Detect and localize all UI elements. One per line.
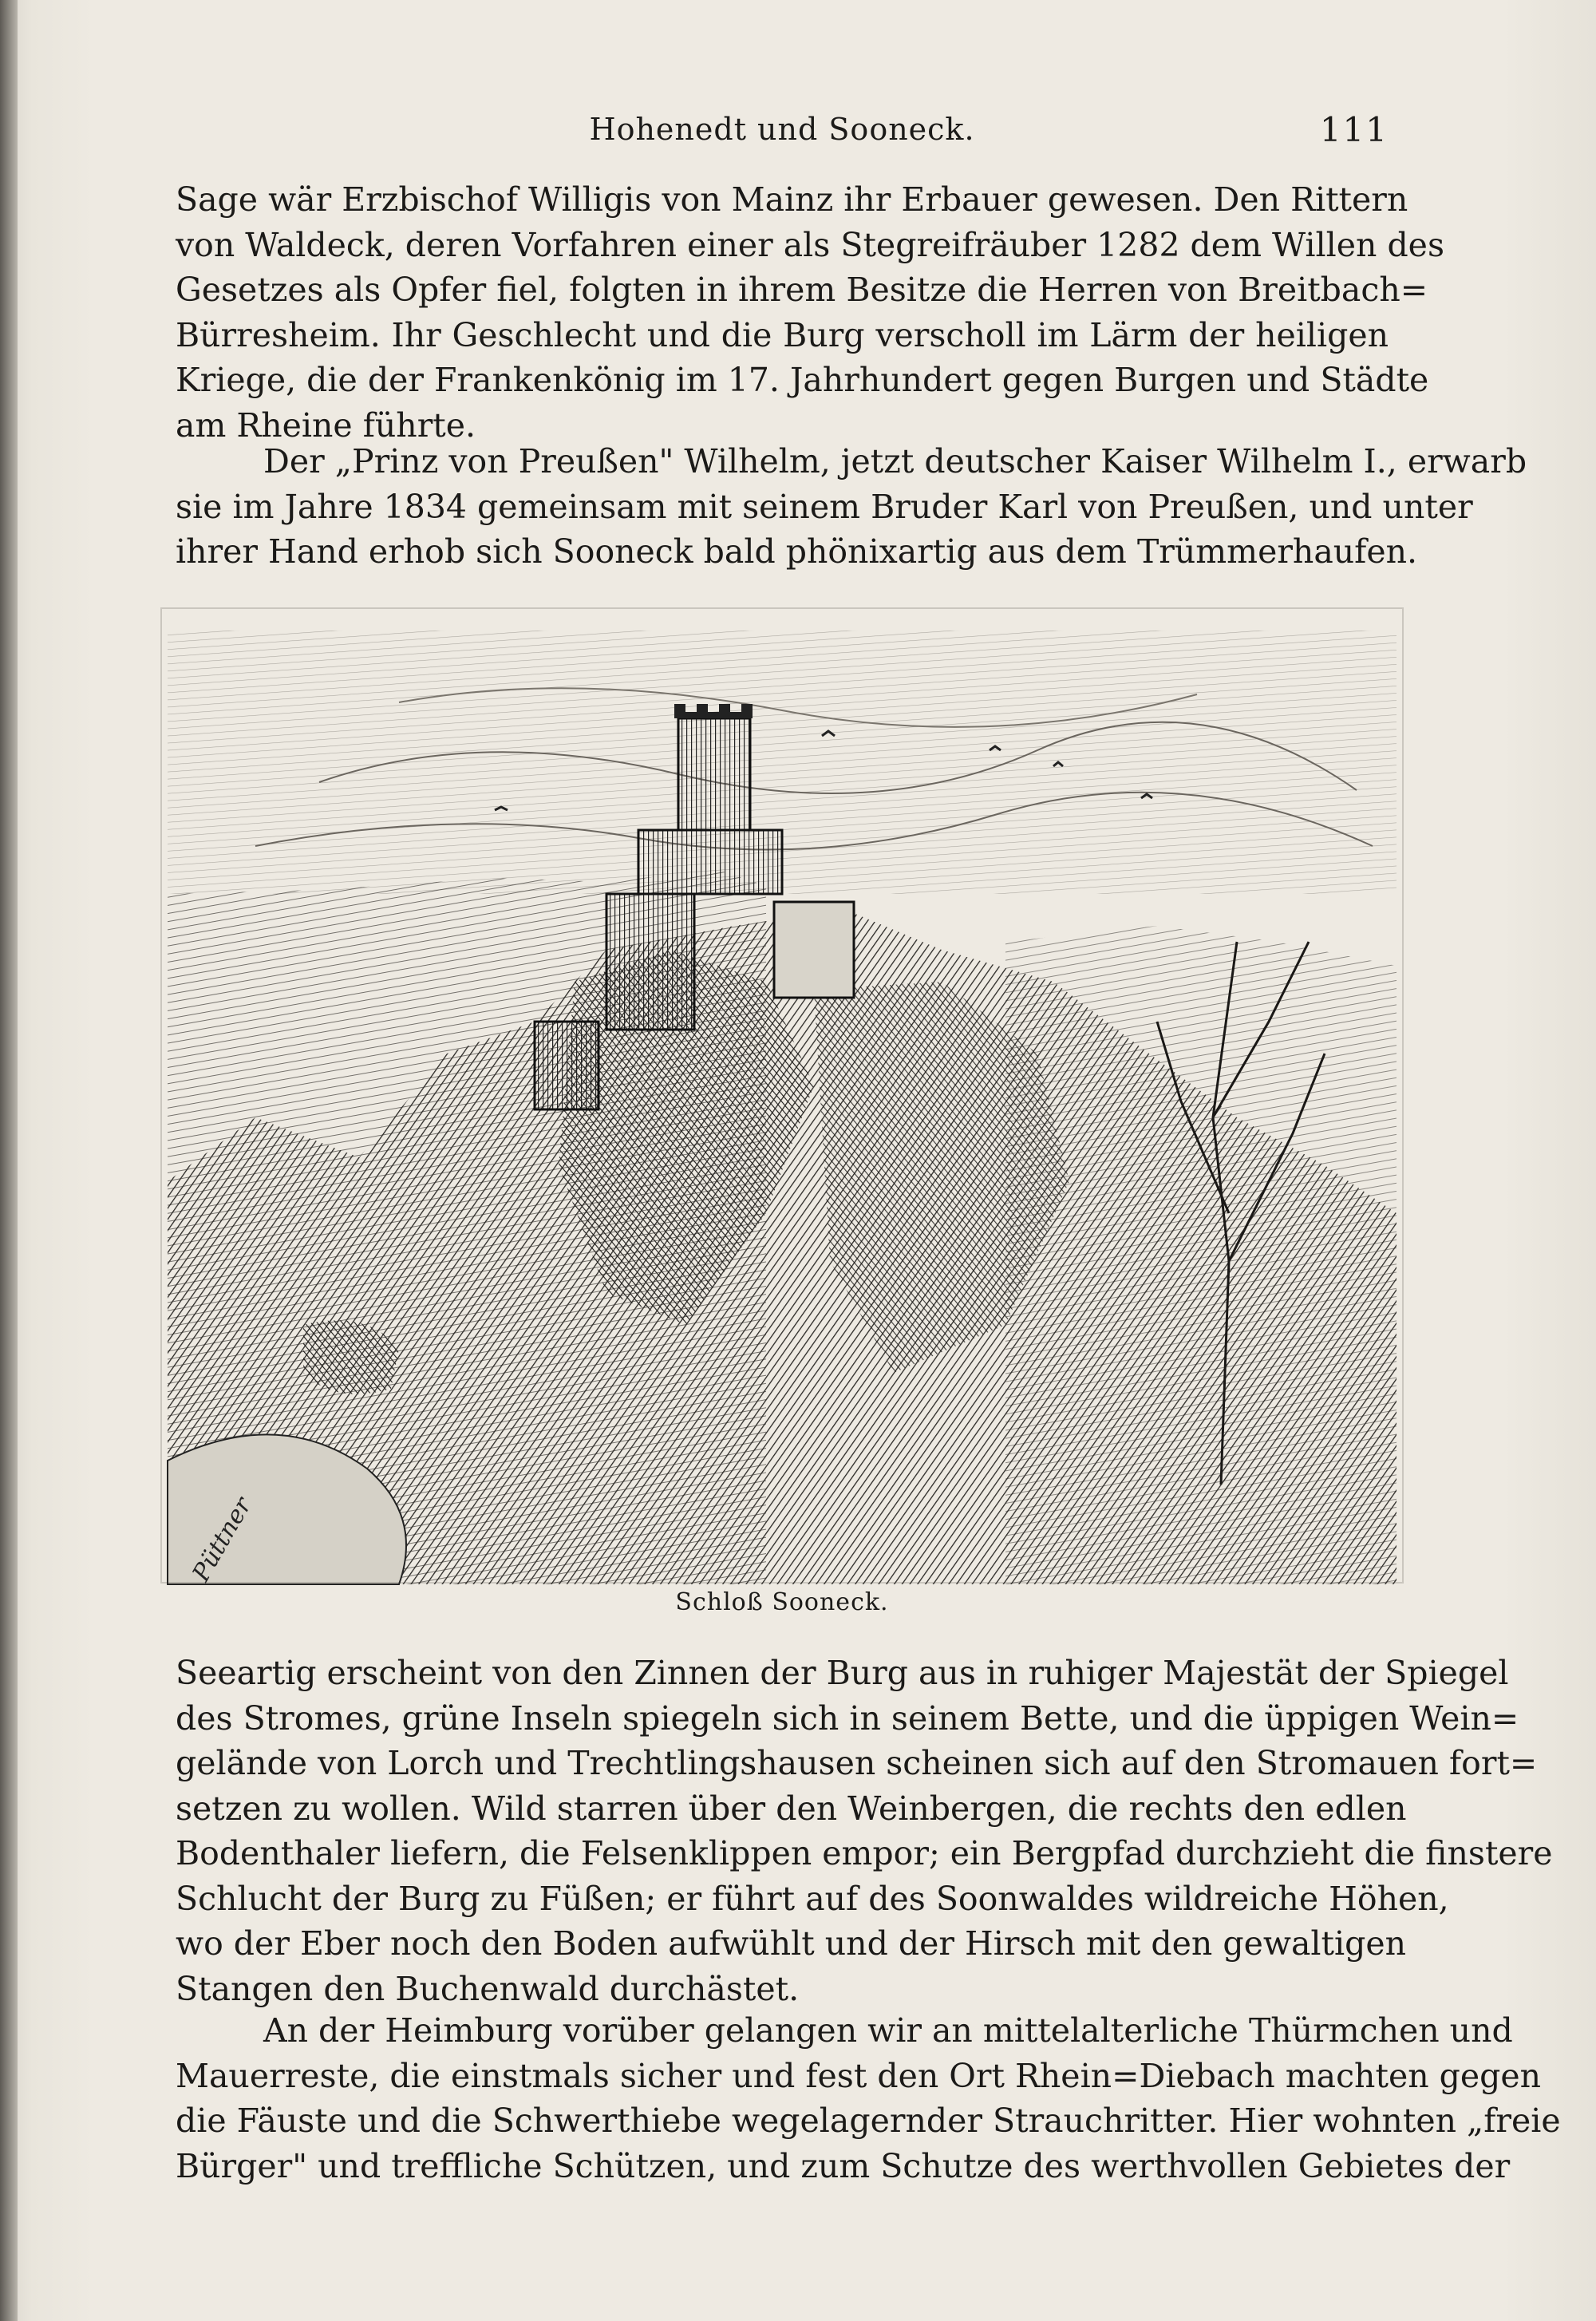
- paragraph-3: [176, 1651, 1553, 2011]
- castle-lower-wall: [535, 1022, 598, 1109]
- page-binding-edge: [0, 0, 18, 2321]
- text-line: Schlucht der Burg zu Füßen; er führt auf des Soonwaldes wildreiche Höhen,: [176, 1879, 1449, 1918]
- text-line: Sage wär Erzbischof Willigis von Mainz ihr Erbauer gewesen. Den Rittern: [176, 180, 1408, 219]
- castle-round-tower: [774, 902, 854, 998]
- text-line: Kriege, die der Frankenkönig im 17. Jahrhundert gegen Burgen und Städte: [176, 361, 1429, 399]
- paragraph-2: [176, 439, 1527, 575]
- text-line: Stangen den Buchenwald durchästet.: [176, 1969, 800, 2008]
- page-number: 111: [1319, 110, 1389, 149]
- text-line: Der „Prinz von Preußen" Wilhelm, jetzt deutscher Kaiser Wilhelm I., erwarb: [263, 442, 1527, 480]
- castle-engraving: [160, 607, 1404, 1587]
- running-head: [176, 112, 1389, 160]
- castle-upper-wall: [638, 830, 782, 894]
- engraving-figure: [160, 607, 1404, 1616]
- text-line: setzen zu wollen. Wild starren über den Weinbergen, die rechts den edlen: [176, 1789, 1407, 1828]
- text-line: Bürger" und treffliche Schützen, und zum Schutze des werthvollen Gebietes der: [176, 2146, 1511, 2185]
- text-line: Gesetzes als Opfer fiel, folgten in ihrem Besitze die Herren von Breitbach=: [176, 271, 1428, 309]
- text-line: ihrer Hand erhob sich Sooneck bald phönixartig aus dem Trümmerhaufen.: [176, 532, 1418, 571]
- text-line: am Rheine führte.: [176, 405, 476, 445]
- text-line: Mauerreste, die einstmals sicher und fest den Ort Rhein=Diebach machten gegen: [176, 2056, 1542, 2095]
- text-line: Seeartig erscheint von den Zinnen der Burg aus in ruhiger Majestät der Spiegel: [176, 1654, 1509, 1692]
- text-line: des Stromes, grüne Inseln spiegeln sich in seinem Bette, und die üppigen Wein=: [176, 1698, 1519, 1738]
- paragraph-4: [176, 2008, 1561, 2189]
- castle-keep: [606, 894, 694, 1030]
- artist-signature: Püttner: [187, 1493, 258, 1587]
- text-line: wo der Eber noch den Boden aufwühlt und der Hirsch mit den gewaltigen: [176, 1924, 1407, 1963]
- text-line: An der Heimburg vorüber gelangen wir an mittelalterliche Thürmchen und: [263, 2011, 1513, 2050]
- text-line: sie im Jahre 1834 gemeinsam mit seinem Bruder Karl von Preußen, und unter: [176, 487, 1473, 526]
- text-line: Bodenthaler liefern, die Felsenklippen empor; ein Bergpfad durchzieht die finstere: [176, 1834, 1553, 1872]
- text-line: die Fäuste und die Schwerthiebe wegelagernder Strauchritter. Hier wohnten „freie: [176, 2102, 1561, 2140]
- running-head-title: Hohenedt und Sooneck.: [589, 112, 975, 147]
- text-line: gelände von Lorch und Trechtlingshausen scheinen sich auf den Stromauen fort=: [176, 1744, 1538, 1782]
- figure-caption: Schloß Sooneck.: [675, 1588, 889, 1616]
- castle-tower: [678, 718, 750, 830]
- text-line: von Waldeck, deren Vorfahren einer als Stegreifräuber 1282 dem Willen des: [176, 225, 1444, 264]
- text-line: Bürresheim. Ihr Geschlecht und die Burg verscholl im Lärm der heiligen: [176, 315, 1389, 354]
- paragraph-1: [176, 177, 1444, 448]
